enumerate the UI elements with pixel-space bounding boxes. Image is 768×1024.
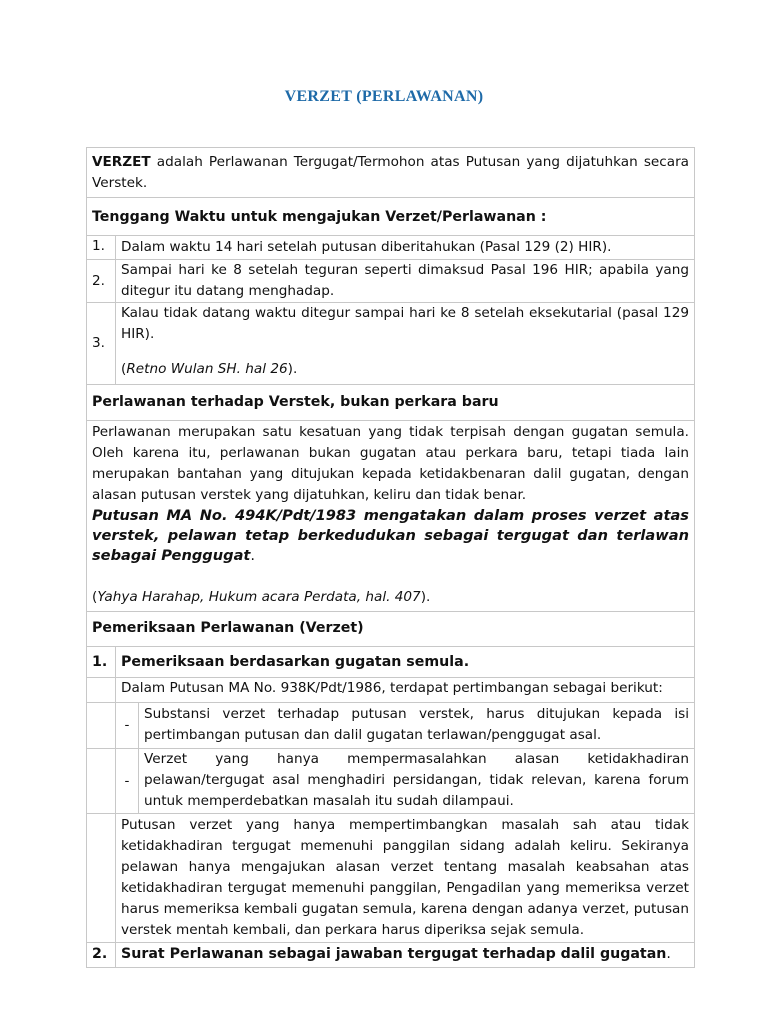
section2-emphasis: Putusan MA No. 494K/Pdt/1983 mengatakan dalam proses verzet atas verstek, pelawan tetap berkedudukan sebagai tergugat dan terlawan sebagai Penggugat. [92, 507, 689, 564]
bullet-text: Verzet yang hanya mempermasalahkan alasan ketidakhadiran pelawan/tergugat asal menghadiri persidangan, tidak relevan, karena forum untuk memperdebatkan masalah itu sudah dilampaui. [139, 749, 695, 814]
bullet-dash: - [116, 703, 139, 749]
citation: (Retno Wulan SH. hal 26). [121, 361, 298, 377]
list-item-text: Sampai hari ke 8 setelah teguran seperti dimaksud Pasal 196 HIR; apabila yang ditegur itu datang menghadap. [116, 260, 695, 303]
list-item-number: 2. [87, 260, 116, 303]
bullet-dash: - [116, 749, 139, 814]
content-table [86, 147, 695, 968]
list-item-text: Dalam waktu 14 hari setelah putusan diberitahukan (Pasal 129 (2) HIR). [116, 236, 695, 260]
citation-source: Yahya Harahap, Hukum acara Perdata, hal. 407 [97, 589, 421, 605]
section1-heading-row [87, 198, 695, 236]
section3-item1-row [87, 647, 695, 678]
section3-closing: Putusan verzet yang hanya mempertimbangkan masalah sah atau tidak ketidakhadiran tergugat memenuhi panggilan sidang adalah keliru. Sekiranya pelawan hanya mengajukan alasan verzet tentang masalah keabsahan atas ketidakhadiran tergugat memenuhi panggilan, Pengadilan yang memeriksa verzet harus memeriksa kembali gugatan semula, karena dengan adanya verzet, putusan verstek mentah kembali, dan perkara harus diperiksa sejak semula. [116, 814, 695, 943]
list-item-number: 1. [87, 236, 116, 260]
citation: (Yahya Harahap, Hukum acara Perdata, hal. 407). [92, 589, 431, 605]
list-item-number: 3. [87, 303, 116, 385]
bullet-row [87, 749, 695, 814]
section3-heading-row [87, 612, 695, 647]
bullet-text: Substansi verzet terhadap putusan verstek, harus ditujukan kepada isi pertimbangan putusan dan dalil gugatan terlawan/penggugat asal. [139, 703, 695, 749]
list-item [87, 303, 695, 385]
list-item-number: 1. [87, 647, 116, 678]
section3-item1-intro: Dalam Putusan MA No. 938K/Pdt/1986, terdapat pertimbangan sebagai berikut: [116, 678, 695, 703]
citation-source: Retno Wulan SH. hal 26 [126, 361, 288, 377]
bullet-row [87, 703, 695, 749]
section3-item2-title: Surat Perlawanan sebagai jawaban tergugat terhadap dalil gugatan [121, 946, 667, 962]
list-item-text: Kalau tidak datang waktu ditegur sampai hari ke 8 setelah eksekutarial (pasal 129 HIR). [121, 305, 689, 342]
section2-paragraph: Perlawanan merupakan satu kesatuan yang tidak terpisah dengan gugatan semula. Oleh karena itu, perlawanan bukan gugatan atau perkara baru, tetapi tiada lain merupakan bantahan yang ditujukan kepada ketidakbenaran dalil gugatan, dengan alasan putusan verstek yang dijatuhkan, keliru dan tidak benar. [92, 424, 689, 503]
document-title: VERZET (PERLAWANAN) [284, 88, 484, 105]
section3-item1-intro-row [87, 678, 695, 703]
section2-heading: Perlawanan terhadap Verstek, bukan perkara baru [87, 385, 695, 421]
section3-closing-row [87, 814, 695, 943]
section2-body-row [87, 421, 695, 612]
section1-heading: Tenggang Waktu untuk mengajukan Verzet/Perlawanan : [87, 198, 695, 236]
intro-text: adalah Perlawanan Tergugat/Termohon atas Putusan yang dijatuhkan secara Verstek. [92, 154, 689, 191]
section3-heading: Pemeriksaan Perlawanan (Verzet) [87, 612, 695, 647]
section3-item2-row: 2. Surat Perlawanan sebagai jawaban tergugat terhadap dalil gugatan. [87, 943, 695, 968]
list-item [87, 260, 695, 303]
section2-heading-row [87, 385, 695, 421]
intro-row [87, 148, 695, 198]
list-item-number: 2. [87, 943, 116, 968]
section3-item1-title: Pemeriksaan berdasarkan gugatan semula. [116, 647, 695, 678]
intro-term: VERZET [92, 154, 151, 170]
list-item [87, 236, 695, 260]
